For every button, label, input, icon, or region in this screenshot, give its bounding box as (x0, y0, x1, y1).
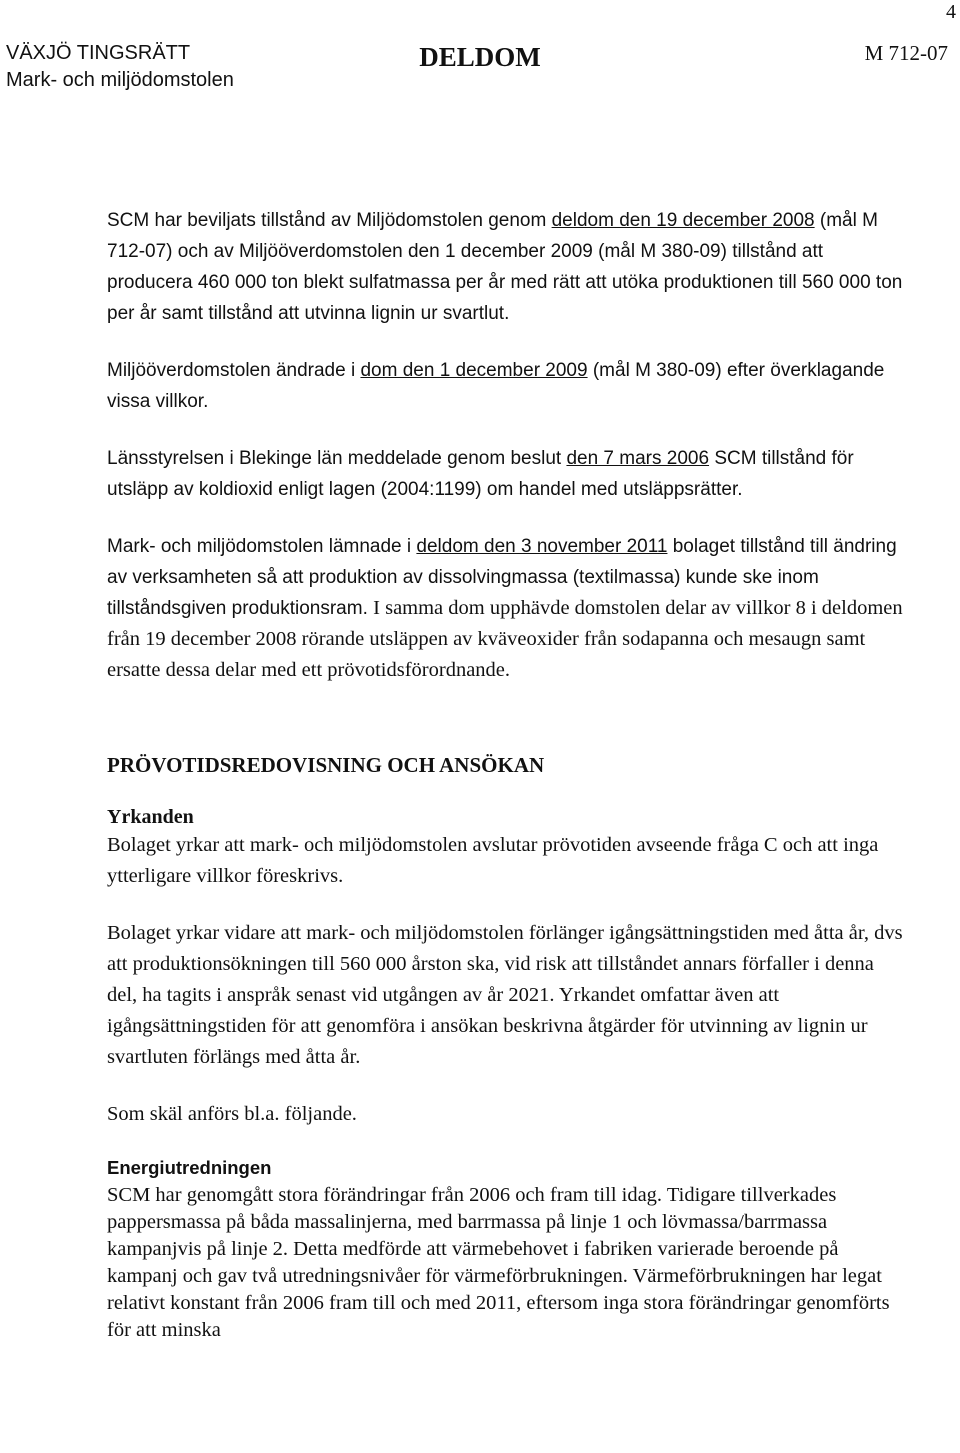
paragraph-claim-2: Bolaget yrkar vidare att mark- och miljödomstolen förlänger igångsättningstiden med åtta år, dvs att produktionsökningen till 560 000 årston ska, vid risk att tillståndet annars förfaller i denna del, ha tagits i anspråk senast vid utgången av år 2021. Yrkandet omfattar även att igångsättningstiden för att genomföra i ansökan beskrivna åtgärder för utvinning av lignin ur svartluten förlängs med åtta år. (107, 922, 903, 1068)
document-body (107, 205, 907, 1370)
paragraph-claim-1: Bolaget yrkar att mark- och miljödomstolen avslutar prövotiden avseende fråga C och att inga ytterligare villkor föreskrivs. (107, 834, 879, 887)
text-span: bolaget tillstånd till ändring av verksamheten så att produktion av dissolvingmassa (textilmassa) kunde ske inom tillståndsgiven produktionsram. (107, 536, 897, 619)
text-span: I samma dom upphävde domstolen delar av villkor 8 i deldomen från 19 december 2008 rörande utsläppen av kväveoxider från sodapanna och mesaugn samt ersatte dessa delar med ett prövotidsförordnande. (107, 597, 903, 681)
subheading-energiutredningen: Energiutredningen (107, 1157, 272, 1178)
case-number: M 712-07 (864, 41, 948, 65)
court-name: VÄXJÖ TINGSRÄTT (6, 42, 191, 64)
document-type: DELDOM (419, 42, 541, 72)
text-span: SCM tillstånd för utsläpp av koldioxid enligt lagen (2004:1199) om handel med utsläppsrätter. (107, 448, 854, 500)
text-span: Miljööverdomstolen ändrade i (107, 360, 361, 381)
court-division: Mark- och miljödomstolen (6, 69, 234, 91)
section-heading: PRÖVOTIDSREDOVISNING OCH ANSÖKAN (107, 753, 545, 777)
reference-deldom-2008[interactable]: deldom den 19 december 2008 (551, 210, 815, 231)
text-span: SCM har beviljats tillstånd av Miljödomstolen genom (107, 210, 552, 231)
paragraph-permits (107, 205, 907, 329)
page-number: 4 (946, 1, 956, 23)
reference-deldom-2011[interactable]: deldom den 3 november 2011 (416, 536, 668, 557)
subheading-yrkanden: Yrkanden (107, 806, 194, 828)
paragraph-reasons-intro: Som skäl anförs bl.a. följande. (107, 1103, 357, 1125)
reference-dom-2009[interactable]: dom den 1 december 2009 (360, 360, 588, 381)
text-span: Länsstyrelsen i Blekinge län meddelade genom beslut (107, 448, 567, 469)
paragraph-energy: SCM har genomgått stora förändringar från 2006 och fram till idag. Tidigare tillverkades pappersmassa på båda massalinjerna, med barrmassa på linje 1 och lövmassa/barrmassa kampanjvis på linje 2. Detta medförde att värmebehovet i fabriken varierade beroende på kampanj och gav två utredningsnivåer för värmeförbrukningen. Värmeförbrukningen har legat relativt konstant från 2006 fram till och med 2011, eftersom inga stora förändringar genomförts för att minska (107, 1184, 890, 1341)
text-span: Mark- och miljödomstolen lämnade i (107, 536, 417, 557)
paragraph-emissions-permit (107, 443, 907, 505)
text-span: (mål M 712-07) och av Miljööverdomstolen den 1 december 2009 (mål M 380-09) tillstånd att producera 460 000 ton blekt sulfatmassa per år med rätt att utöka produktionen till 560 000 ton per år samt tillstånd att utvinna lignin ur svartlut. (107, 210, 903, 324)
text-span: (mål M 380-09) efter överklagande vissa villkor. (107, 360, 885, 412)
paragraph-deldom-2011 (107, 531, 907, 686)
reference-beslut-2006[interactable]: den 7 mars 2006 (566, 448, 710, 469)
paragraph-appeal (107, 355, 907, 417)
